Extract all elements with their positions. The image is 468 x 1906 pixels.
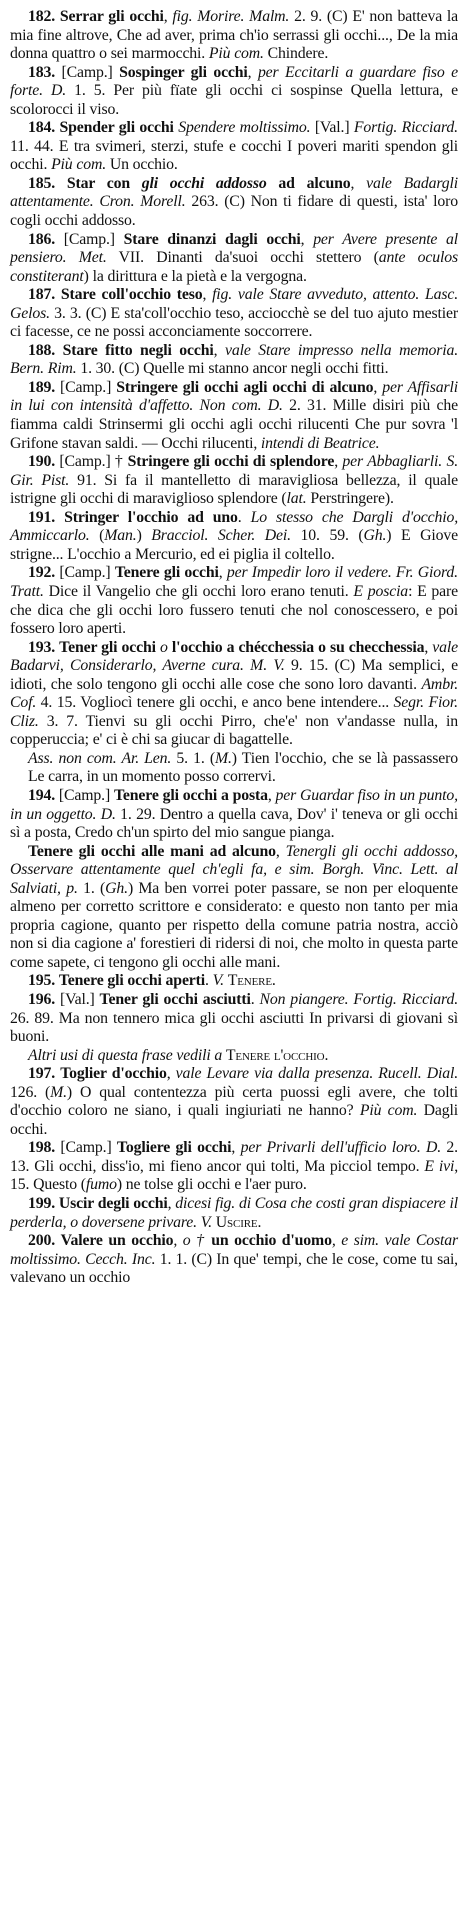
entry-text-segment: : E pare che dica che gli occhi loro fussero tenuti che nol conoscessero, e poi fossero loro aperti. (10, 582, 458, 638)
entry-text-segment: Gh. (105, 879, 128, 897)
entry-text-segment: per Avere presente al pensiero. Met. (10, 230, 458, 267)
dictionary-entry (10, 119, 458, 175)
entry-text-segment: , (247, 63, 258, 81)
entry-text-segment: Tenere gli occhi aperti (58, 972, 206, 990)
dictionary-entry (10, 1065, 458, 1139)
entry-number: 200. (28, 1232, 56, 1250)
entry-text-segment: VII. Dinanti da'suoi occhi stettero ( (106, 249, 379, 267)
dictionary-entry (10, 787, 458, 843)
entry-text-segment: , e sim. vale Costar moltissimo. Cecch. Inc. (10, 1232, 459, 1268)
entry-text-segment: Spender gli occhi (59, 119, 174, 137)
entry-text-segment: Tenere (227, 972, 272, 990)
entry-text-segment: ) la dirittura e la pietà e la vergogna. (83, 267, 307, 285)
entry-text-segment: [Camp.] (55, 230, 124, 248)
entry-text-segment: Dice il Vangelio che gli occhi loro erano tenuti. (43, 582, 354, 600)
entry-text-segment: M. (214, 749, 232, 767)
dictionary-entry (10, 509, 458, 565)
dictionary-entry (10, 8, 458, 64)
entry-text-segment: Sospinger gli occhi (119, 63, 248, 81)
entry-text-segment: 5. 1. ( (171, 749, 215, 767)
entry-text-segment: 1. 1. (C) In que' tempi, che le cose, come tu sai, valevano un occhio (10, 1250, 458, 1287)
entry-text-segment: gli occhi addosso (141, 174, 267, 192)
entry-text-segment: Uscir degli occhi (58, 1195, 168, 1212)
entry-text-segment: [Val.] (55, 990, 100, 1008)
entry-text-segment: Tenere gli occhi (114, 564, 219, 582)
entry-text-segment: Tenere gli occhi a posta (113, 786, 268, 804)
entry-number: 199. (28, 1195, 56, 1212)
entry-text-segment: Fortig. Ricciard. (353, 119, 458, 137)
entry-text-segment: Stringere gli occhi agli occhi di alcuno (116, 378, 374, 396)
entry-text-segment: Ass. non com. Ar. Len. (28, 749, 172, 767)
entry-text-segment: [Val.] (310, 119, 354, 137)
entry-text-segment: ( (89, 527, 105, 545)
entry-text-segment: fig. vale Stare avveduto, attento. Lasc. Gelos. (10, 286, 458, 322)
entry-text-segment: Uscire (215, 1213, 258, 1231)
entry-text-segment: . (205, 972, 213, 990)
entry-text-segment: Star con (66, 174, 142, 192)
dictionary-entry (10, 843, 458, 973)
entry-text-segment: ) Tien l'occhio, che se là passassero Le carra, in un momento posso corrervi. (28, 749, 458, 786)
entry-text-segment: , (275, 842, 286, 860)
entry-number: 192. (28, 564, 56, 582)
dictionary-entry (10, 1195, 458, 1232)
entry-text-segment: ) ne tolse gli occhi e l'aer puro. (116, 1176, 307, 1194)
entry-text-segment: 91. Si fa il mantelletto di maravigliosa bellezza, il quale istrigne gli occhi di maraviglioso splendore ( (10, 471, 459, 508)
dictionary-entry (10, 286, 458, 342)
entry-text-segment: vale Stare impresso nella memoria. Bern. Rim. (10, 341, 458, 378)
entry-text-segment: Un occhio. (106, 156, 178, 174)
entry-text-segment: , (166, 1065, 176, 1083)
entry-text-segment: V. (212, 972, 224, 990)
entry-text-segment: Altri usi di questa frase vedili a (28, 1046, 223, 1064)
entry-number: 185. (28, 174, 56, 192)
entry-text-segment: Tener gli occhi asciutti (99, 990, 251, 1008)
entry-text-segment: o (155, 638, 172, 656)
entry-text-segment: 3. 3. (C) E sta'coll'occhio teso, acciocchè se del tuo ajuto mestier ci facesse, ce ne possi acconciamente soccorrere. (10, 304, 458, 341)
entry-number: 195. (28, 972, 56, 990)
entry-text-segment: Più com. (208, 45, 264, 63)
entry-text-segment: , (334, 453, 343, 471)
entry-text-segment: , (300, 230, 314, 248)
entry-text-segment: , (231, 1139, 241, 1157)
entry-text-segment: un occhio d'uomo (211, 1232, 332, 1250)
entry-text-segment: 1. 30. (C) Quelle mi stanno ancor negli occhi fitti. (76, 360, 389, 378)
dictionary-entry (10, 1232, 458, 1288)
entry-text-segment: [Camp.] (55, 378, 117, 396)
entry-text-segment: dicesi fig. di Cosa che costi gran dispiacere il perderla, o doversene privare. V. (10, 1195, 458, 1231)
entry-text-segment: Bracciol. Scher. Dei. (151, 527, 291, 545)
entry-text-segment (55, 509, 64, 526)
entry-text-segment: per Guardar fiso in un punto, in un oggetto. D. (10, 786, 458, 823)
entry-text-segment: [Camp.] (55, 63, 120, 81)
entry-number: 182. (28, 8, 56, 25)
entry-number: 188. (28, 341, 56, 359)
entry-text-segment: per Affisarli in lui con intensità d'affetto. Non com. D. (10, 378, 458, 415)
entry-number: 191. (28, 508, 56, 526)
entry-text-segment: ante oculos constiterant (10, 249, 459, 285)
entry-text-segment: , 15. Questo ( (10, 1157, 459, 1194)
entry-text-segment: ) Ma ben vorrei poter passare, se non per eloquente almeno per corretto scrittore e considerato: e questo non tanto per mia propria cagione, quanto per rispetto della comune patria nostra, acciò non si dia cagione a' forestieri di ridersi di noi, che molto in questa parte come sapete, ci tengono gli occhi alle mani. (10, 879, 458, 971)
entry-text-segment (55, 175, 67, 192)
entry-text-segment (55, 342, 63, 359)
entry-text-segment: Stare fitto negli occhi (62, 341, 214, 359)
entry-text-segment: [Camp.] (55, 564, 115, 582)
entry-text-segment: Tenere gli occhi alle mani ad alcuno (28, 842, 276, 860)
entry-text-segment: Più com. (359, 1102, 418, 1120)
entry-number: 187. (28, 286, 56, 304)
entry-number: 190. (28, 453, 56, 471)
dictionary-entry (10, 453, 458, 509)
entry-text-segment: , (202, 286, 213, 304)
entry-text-segment: Chindere. (263, 45, 329, 63)
entry-text-segment: ad alcuno (266, 174, 351, 192)
entry-text-segment: Lo stesso che Dargli d'occhio, Ammiccarlo. (10, 508, 458, 545)
dictionary-entry (10, 1047, 458, 1066)
entry-text-segment: Togliere gli occhi (116, 1139, 232, 1157)
entry-text-segment: per Eccitarli a guardare fiso e forte. D. (10, 63, 458, 100)
entry-text-segment: 9. 15. (C) Ma semplici, e idioti, che solo tengono gli occhi alle cose che sono loro davanti. (10, 657, 458, 693)
entry-text-segment: , (267, 786, 276, 804)
entry-number: 189. (28, 378, 56, 396)
entry-text-segment: M. (50, 1083, 67, 1101)
entry-text-segment: , (218, 564, 227, 582)
dictionary-entry (10, 379, 458, 453)
entry-text-segment: fig. Morire. Malm. (172, 8, 290, 25)
entry-text-segment: Stringer l'occhio ad uno (64, 508, 238, 526)
entry-text-segment: 10. 59. ( (290, 527, 364, 545)
entry-text-segment: 11. 44. E tra svimeri, sterzi, stufe e cocchi I poveri mariti spendon gli occhi. (10, 137, 458, 174)
entry-text-segment: 1. 29. Dentro a quella cava, Dov' i' teneva or gli occhi sì a posta, Credo ch'un spirto del mio sangue pianga. (10, 805, 459, 842)
dictionary-entry (10, 639, 458, 750)
entry-text-segment: Toglier d'occhio (60, 1065, 167, 1083)
entry-text-segment: Dagli occhi. (10, 1102, 458, 1138)
entry-text-segment: . (324, 1046, 329, 1064)
entry-text-segment: lat. (286, 490, 307, 508)
entry-text-segment: 2. 31. Mille disiri più che fiamma caldi Strinsermi gli occhi agli occhi rilucenti Che pur sovra 'l Grifone stavan saldi. — Occhi rilucenti, (10, 397, 458, 452)
dictionary-entry (10, 1139, 458, 1195)
entry-number: 183. (28, 63, 56, 81)
entry-text-segment: Più com. (51, 156, 107, 174)
entry-number: 198. (28, 1139, 56, 1157)
entry-text-segment: 26. 89. Ma non tennero mica gli occhi asciutti In privarsi di giovani sì buoni. (10, 1009, 458, 1046)
entry-text-segment: per Privarli dell'ufficio loro. D. (240, 1139, 442, 1157)
entry-text-segment: 2. 9. (C) E' non batteva la mia fine altrove, Che ad aver, prima ch'io serrassi gli occhi..., De la mia donna quattro o sei marmocchi. (10, 8, 459, 63)
entry-text-segment: , (373, 378, 383, 396)
entry-text-segment: Serrar gli occhi (59, 8, 164, 25)
entry-text-segment: per Abbagliarli. S. Gir. Pist. (10, 453, 458, 489)
dictionary-entry (10, 750, 458, 787)
entry-number: 184. (28, 119, 56, 137)
dictionary-entry (10, 972, 458, 991)
dictionary-entry (10, 64, 458, 120)
entry-text-segment: 4. 15. Vogliocì tenere gli occhi, e anco bene intendere... (36, 694, 394, 712)
entry-text-segment: Stare dinanzi dagli occhi (123, 230, 301, 248)
entry-text-segment: [Camp.] (55, 1139, 117, 1157)
entry-text-segment: Spendere moltissimo. (178, 119, 311, 137)
entry-number: 194. (28, 786, 56, 804)
entry-text-segment: ) (136, 527, 152, 545)
entry-number: 197. (28, 1065, 56, 1083)
dictionary-entry (10, 342, 458, 379)
entry-text-segment: , (213, 341, 226, 359)
entry-number: 193. (28, 638, 56, 656)
dictionary-entry (10, 231, 458, 287)
entry-text-segment: , (350, 174, 367, 192)
entry-text-segment: , (167, 1195, 176, 1212)
entry-text-segment: . (271, 972, 276, 990)
entry-text-segment: 263. (C) Non ti fidare di questi, ista' loro cogli occhi addosso. (10, 193, 458, 230)
entry-text-segment: per Impedir loro il vedere. Fr. Giord. Tratt. (10, 564, 458, 600)
entry-text-segment: Ambr. Cof. (10, 675, 458, 712)
entry-text-segment: ) E Giove strigne... L'occhio a Mercurio, ed ei piglia il coltello. (10, 527, 458, 563)
entry-text-segment: fumo (85, 1176, 117, 1194)
entry-text-segment: Tenere l'occhio (225, 1046, 325, 1064)
entry-text-segment: , (163, 8, 173, 25)
entry-text-segment: ) O qual contentezza più certa puossi egli avere, che tolti d'occhio coloro ne siano, i quali ingiuriati ne hanno? (10, 1083, 458, 1120)
entry-text-segment: Tenergli gli occhi addosso, Osservare attentamente quel ch'egli fa, e sim. Borgh. Vinc. Lett. al Salviati, p. (10, 842, 458, 897)
dictionary-entry (10, 991, 458, 1047)
entry-text-segment: , (424, 638, 433, 656)
entry-text-segment: . (250, 990, 260, 1008)
entry-text-segment: vale Badarvi, Considerarlo, Averne cura. M. V. (10, 638, 458, 675)
entry-text-segment: 126. ( (10, 1083, 51, 1101)
entry-text-segment: Segr. Fior. Cliz. (10, 694, 458, 730)
entry-text-segment: [Camp.] † (55, 453, 128, 471)
entry-text-segment: 2. 13. Gli occhi, diss'io, mi fieno ancor qui tolti, Ma picciol tempo. (10, 1139, 458, 1175)
dictionary-entry (10, 175, 458, 231)
entry-text-segment: 1. ( (77, 879, 106, 897)
entry-text-segment: . (237, 508, 251, 526)
dictionary-entry (10, 564, 458, 638)
entry-text-segment: Man. (104, 527, 137, 545)
entry-text-segment: vale Levare via dalla presenza. Rucell. Dial. (175, 1065, 458, 1083)
entry-text-segment: Perstringere). (306, 490, 394, 508)
entry-text-segment: Tener gli occhi (59, 638, 156, 656)
entry-text-segment: , o † (173, 1232, 212, 1250)
entry-number: 186. (28, 230, 56, 248)
entry-text-segment: . (257, 1213, 262, 1231)
entry-text-segment: E ivi (424, 1157, 455, 1175)
entry-text-segment: 3. 7. Tienvi su gli occhi Pirro, che'e' non v'andasse nulla, in copperuccia; e' ci è chi sa giucar di bagattelle. (10, 712, 458, 749)
entry-text-segment: l'occhio a chécchessia o su checchessia (171, 638, 425, 656)
entry-text-segment: Valere un occhio (60, 1232, 174, 1250)
entry-text-segment: [Camp.] (55, 786, 114, 804)
entry-number: 196. (28, 990, 56, 1008)
entry-text-segment: 1. 5. Per più fïate gli occhi ci sospinse Quella lettura, e scolorocci il viso. (10, 82, 458, 118)
entry-text-segment: Gh. (363, 527, 387, 545)
entry-text-segment: vale Badargli attentamente. Cron. Morell. (10, 174, 458, 211)
entry-text-segment: Stare coll'occhio teso (60, 286, 203, 304)
entry-text-segment: intendi di Beatrice. (260, 434, 380, 452)
entry-text-segment: Stringere gli occhi di splendore (127, 453, 335, 471)
entry-text-segment: E poscia (353, 582, 409, 600)
entry-text-segment: Non piangere. Fortig. Ricciard. (259, 990, 458, 1008)
